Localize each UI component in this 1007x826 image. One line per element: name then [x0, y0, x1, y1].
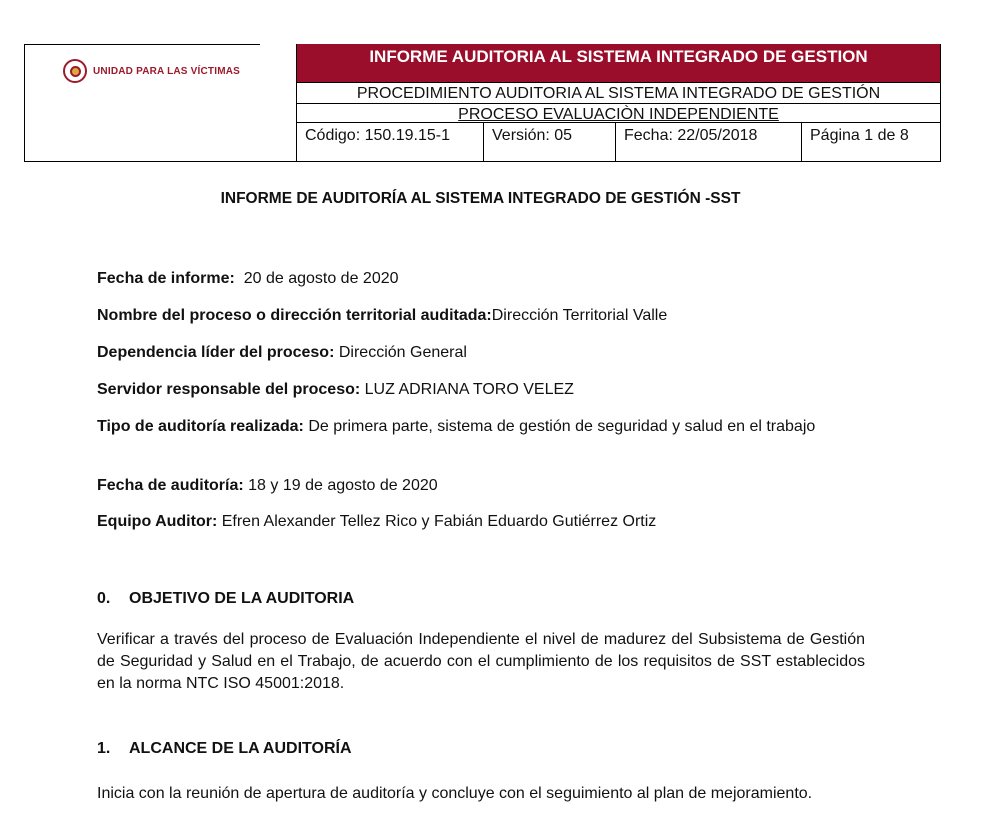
version-cell: Versión: 05: [483, 123, 615, 161]
field-process-name: [97, 305, 865, 327]
procedure-name: PROCEDIMIENTO AUDITORIA AL SISTEMA INTEGRADO DE GESTIÓN: [296, 82, 941, 104]
field-value: Dirección General: [338, 344, 467, 361]
field-label: Fecha de auditoría:: [97, 477, 244, 494]
section-number: 0.: [97, 590, 111, 607]
field-value: LUZ ADRIANA TORO VELEZ: [364, 381, 574, 398]
header-title: INFORME AUDITORIA AL SISTEMA INTEGRADO DE GESTION: [296, 44, 941, 82]
section-text-objective: Verificar a través del proceso de Evaluación Independiente el nivel de madurez del Subsistema de Gestión de Seguridad y Salud en el Trabajo, de acuerdo con el cumplimiento de los requisitos de SST establecidos en la norma NTC ISO 45001:2018.: [97, 631, 865, 692]
date-cell: Fecha: 22/05/2018: [615, 123, 801, 161]
process-name: PROCESO EVALUACIÒN INDEPENDIENTE: [296, 104, 941, 122]
logo-cell: [24, 44, 297, 162]
field-team: [97, 511, 865, 533]
section-title: ALCANCE DE LA AUDITORÍA: [129, 740, 352, 757]
field-value: Efren Alexander Tellez Rico y Fabián Eduardo Gutiérrez Ortiz: [221, 513, 657, 530]
document-title: INFORME DE AUDITORÍA AL SISTEMA INTEGRADO DE GESTIÓN -SST: [220, 190, 741, 207]
logo: [63, 56, 283, 86]
section-number: 1.: [97, 740, 111, 757]
field-label: Nombre del proceso o dirección territorial auditada:: [97, 307, 492, 324]
page-cell: Página 1 de 8: [801, 123, 940, 161]
field-audit-date: [97, 475, 865, 497]
field-label: Dependencia líder del proceso:: [97, 344, 335, 361]
field-dependency: [97, 342, 865, 364]
logo-text: UNIDAD PARA LAS VÍCTIMAS: [93, 65, 241, 77]
section-heading-objective: [97, 590, 354, 608]
section-heading-scope: [97, 740, 352, 758]
document-header: [24, 44, 942, 163]
field-value: 18 y 19 de agosto de 2020: [248, 477, 438, 494]
field-label: Fecha de informe:: [97, 270, 235, 287]
field-label: Tipo de auditoría realizada:: [97, 418, 304, 435]
field-server: [97, 379, 865, 401]
field-report-date: [97, 268, 865, 290]
meta-row: [296, 122, 941, 162]
section-title: OBJETIVO DE LA AUDITORIA: [129, 590, 355, 607]
field-label: Servidor responsable del proceso:: [97, 381, 361, 398]
code-cell: Código: 150.19.15-1: [305, 127, 450, 144]
field-audit-type: [97, 416, 865, 438]
field-value: Dirección Territorial Valle: [491, 307, 668, 324]
section-text-scope: Inicia con la reunión de apertura de auditoría y concluye con el seguimiento al plan de mejoramiento.: [97, 785, 813, 802]
field-value: 20 de agosto de 2020: [243, 270, 399, 287]
seal-icon: [63, 59, 87, 83]
field-value: De primera parte, sistema de gestión de seguridad y salud en el trabajo: [308, 418, 816, 435]
field-label: Equipo Auditor:: [97, 513, 218, 530]
